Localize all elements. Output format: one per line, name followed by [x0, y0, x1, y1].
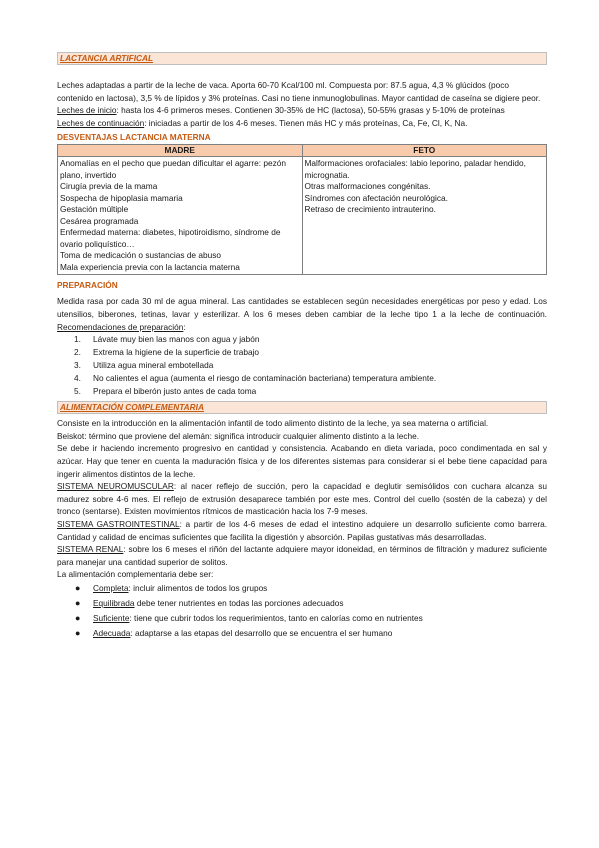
sistema-gastrointestinal-paragraph — [57, 518, 547, 543]
requisito-label: Suficiente — [93, 612, 130, 623]
feto-item: Otras malformaciones congénitas. — [304, 181, 431, 192]
sistema-renal-paragraph — [57, 543, 547, 568]
requisito-text: : adaptarse a las etapas del desarrollo que se encuentra el ser humano — [130, 627, 393, 638]
sistema-neuromuscular-text: : al nacer reflejo de succión, pero la capacidad e deglutir semisólidos con cuchara alcanza su madurez sobre 4-6 mes. El reflejo de extrusión desaparece también por este mes. Control del cuello (sostén de la cabeza) y del tronco (sentarse). Existen movimientos rítmicos de masticación hacia los 7-9 meses. — [57, 481, 547, 517]
leches-inicio-label: Leches de inicio — [57, 105, 117, 116]
feto-item: Síndromes con afectación neurológica. — [304, 192, 448, 203]
leches-continuacion-paragraph — [57, 117, 547, 130]
sistema-gastrointestinal-text: : a partir de los 4-6 meses de edad el intestino adquiere un desarrollo suficiente como barrera. Cantidad y calidad de encimas suficientes que facilita la digestión y absorción. Papilas gustativas más desarrolladas. — [57, 518, 548, 542]
madre-item: Cirugía previa de la mama — [60, 181, 158, 192]
madre-cell — [58, 157, 303, 275]
step-number: 4. — [74, 373, 81, 384]
bullet-icon: ● — [75, 597, 81, 608]
recomendaciones-colon: : — [183, 321, 186, 332]
section-title-desventajas: DESVENTAJAS LACTANCIA MATERNA — [57, 132, 211, 143]
list-item — [57, 333, 547, 346]
list-item — [57, 611, 547, 626]
madre-item: Toma de medicación o sustancias de abuso — [60, 250, 221, 261]
preparacion-text: Medida rasa por cada 30 ml de agua mineral. Las cantidades se establecen según necesidades energéticas por peso y edad. Los utensilios, biberones, tetinas, lavar y esterilizar. A los 6 meses deben cambiar de la leche tipo 1 a la leche de continuación. — [57, 296, 547, 319]
alimentacion-paragraph-1: Consiste en la introducción en la alimentación infantil de todo alimento distinto de la leche, ya sea materna o artificial. — [57, 418, 489, 429]
requisito-text: debe tener nutrientes en todas las porciones adecuados — [134, 597, 344, 608]
preparacion-paragraph — [57, 295, 547, 333]
sistema-neuromuscular-paragraph — [57, 480, 547, 518]
step-number: 1. — [74, 334, 81, 345]
preparacion-steps-list — [57, 333, 547, 398]
list-item — [57, 359, 547, 372]
list-item — [57, 626, 547, 641]
table-header-feto: FETO — [302, 145, 547, 157]
section-title-lactancia-artificial: LACTANCIA ARTIFICAL — [57, 52, 547, 65]
bullet-icon: ● — [75, 582, 81, 593]
madre-item: Cesárea programada — [60, 215, 139, 226]
step-text: Extrema la higiene de la superficie de trabajo — [93, 347, 260, 358]
document-page — [57, 52, 547, 641]
section-title-preparacion: PREPARACIÓN — [57, 280, 118, 291]
requisito-text: : incluir alimentos de todos los grupos — [128, 582, 268, 593]
sistema-renal-text: : sobre los 6 meses el riñón del lactante adquiere mayor idoneidad, en términos de filtración y madurez suficiente para manejar una cantidad superior de solitos. — [57, 544, 548, 567]
bullet-icon: ● — [75, 627, 81, 638]
step-text: Utiliza agua mineral embotellada — [93, 360, 214, 371]
requisito-label: Completa — [93, 582, 129, 593]
sistema-renal-label: SISTEMA RENAL — [57, 544, 124, 555]
madre-item: Anomalías en el pecho que puedan dificultar el agarre: pezón plano, invertido — [60, 158, 287, 180]
recomendaciones-label: Recomendaciones de preparación — [57, 321, 184, 332]
list-item — [57, 581, 547, 596]
table-header-madre: MADRE — [58, 145, 303, 157]
list-item — [57, 346, 547, 359]
leches-continuacion-label: Leches de continuación — [57, 117, 145, 128]
list-item — [57, 372, 547, 385]
list-item — [57, 385, 547, 398]
feto-item: Malformaciones orofaciales: labio leporino, paladar hendido, micrognatia. — [304, 158, 526, 180]
step-number: 3. — [74, 360, 81, 371]
sistema-gastrointestinal-label: SISTEMA GASTROINTESTINAL — [57, 518, 180, 529]
requisito-label: Equilibrada — [93, 597, 135, 608]
lactancia-intro-paragraph: Leches adaptadas a partir de la leche de vaca. Aporta 60-70 Kcal/100 ml. Compuesta por: 87.5 agua, 4,3 % glúcidos (poco contenido en lactosa), 3,5 % de lípidos y 3% proteínas. Casi no tiene inmunoglobulinas. Mayor cantidad de caseína se digiere peor. — [57, 80, 541, 103]
leches-inicio-paragraph — [57, 104, 547, 117]
sistema-neuromuscular-label: SISTEMA NEUROMUSCULAR — [57, 481, 174, 492]
alimentacion-paragraph-2: Beiskot: término que proviene del alemán: significa introducir cualquier alimento distinto a la leche. — [57, 430, 420, 441]
madre-item: Mala experiencia previa con la lactancia materna — [60, 261, 240, 272]
desventajas-table — [57, 144, 547, 275]
alimentacion-paragraph-3: Se debe ir haciendo incremento progresivo en cantidad y consistencia. Acabando en dieta variada, poco condimentada en sal y azúcar. Hay que tener en cuenta la maduración física y de los diferentes sistemas para considerar si el bebe tiene capacidad para ingerir alimentos distintos de la leche. — [57, 443, 547, 479]
madre-item: Gestación múltiple — [60, 204, 129, 215]
feto-cell — [302, 157, 547, 275]
step-number: 5. — [74, 386, 81, 397]
requisito-text: : tiene que cubrir todos los requerimientos, tanto en calorías como en nutrientes — [129, 612, 423, 623]
bullet-icon: ● — [75, 612, 81, 623]
step-text: Prepara el biberón justo antes de cada toma — [93, 386, 257, 397]
leches-inicio-text: : hasta los 4-6 primeros meses. Contienen 30-35% de HC (lactosa), 50-55% grasas y 5-10% de proteínas — [116, 105, 505, 116]
madre-item: Sospecha de hipoplasia mamaria — [60, 192, 183, 203]
section-title-alimentacion: ALIMENTACIÓN COMPLEMENTARIA — [57, 401, 547, 414]
step-text: No calientes el agua (aumenta el riesgo de contaminación bacteriana) temperatura ambiente. — [93, 373, 437, 384]
step-number: 2. — [74, 347, 81, 358]
madre-item: Enfermedad materna: diabetes, hipotiroidismo, síndrome de ovario poliquístico… — [60, 227, 281, 249]
list-item — [57, 596, 547, 611]
step-text: Lávate muy bien las manos con agua y jabón — [93, 334, 260, 345]
alimentacion-requisitos-list — [57, 581, 547, 641]
alimentacion-lead: La alimentación complementaria debe ser: — [57, 569, 214, 580]
leches-continuacion-text: : iniciadas a partir de los 4-6 meses. Tienen más HC y más proteínas, Ca, Fe, Cl, K, Na. — [144, 117, 468, 128]
alimentacion-body — [57, 417, 547, 641]
feto-item: Retraso de crecimiento intrauterino. — [304, 204, 436, 215]
requisito-label: Adecuada — [93, 627, 131, 638]
